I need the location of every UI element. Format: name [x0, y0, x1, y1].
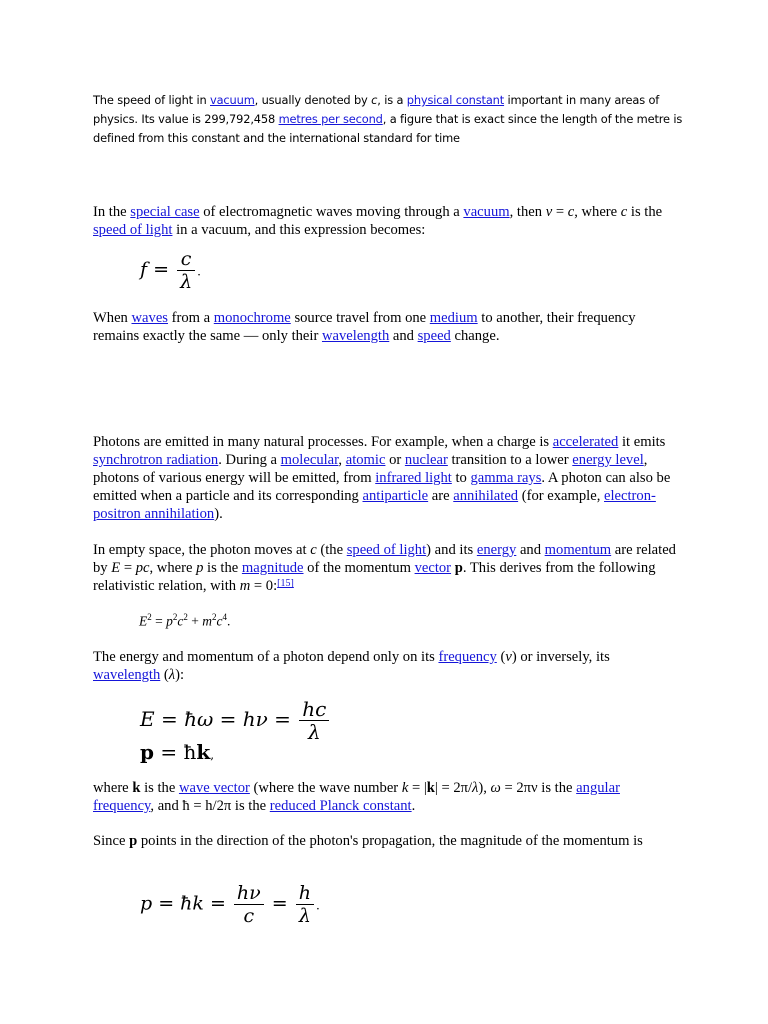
- link-energy-level[interactable]: energy level: [572, 452, 644, 468]
- propagation-paragraph: Since p points in the direction of the photon's propagation, the magnitude of the momentum is: [93, 833, 643, 849]
- wave-vector-paragraph: where k is the wave vector (where the wave number k = |k| = 2π/λ), ω = 2πν is the angular frequency, and ħ = h/2π is the reduced Planck constant.: [93, 780, 620, 814]
- link-energy[interactable]: energy: [476, 542, 517, 558]
- equation-photon-momentum: p = ħk,: [140, 740, 215, 764]
- link-synchrotron-radiation[interactable]: synchrotron radiation: [93, 452, 219, 468]
- link-speed-of-light-2[interactable]: speed of light: [346, 542, 427, 558]
- momentum-paragraph: In empty space, the photon moves at c (the speed of light) and its energy and momentum are related by E = pc, where p is the magnitude of the momentum vector p. This derives from the following relativistic relation, with m = 0:[15]: [93, 542, 676, 594]
- waves-paragraph: When waves from a monochrome source travel from one medium to another, their frequency remains exactly the same — only their wavelength and speed change.: [93, 310, 636, 344]
- link-accelerated[interactable]: accelerated: [552, 434, 619, 450]
- citation-link[interactable]: [15]: [277, 578, 294, 589]
- link-gamma-rays[interactable]: gamma rays: [470, 470, 542, 486]
- link-vacuum[interactable]: vacuum: [210, 93, 255, 107]
- link-magnitude[interactable]: magnitude: [241, 560, 304, 576]
- intro-paragraph: The speed of light in vacuum, usually denoted by c, is a physical constant important in many areas of physics. Its value is 299,792,458 metres per second, a figure that is exact since the length of the metre is defined from this constant and the international standard for time: [93, 93, 683, 145]
- link-wave-vector[interactable]: wave vector: [178, 780, 250, 796]
- link-annihilated[interactable]: annihilated: [453, 488, 519, 504]
- link-waves[interactable]: waves: [131, 310, 168, 326]
- special-case-paragraph: In the special case of electromagnetic waves moving through a vacuum, then v = c, where c is the speed of light in a vacuum, and this expression becomes:: [93, 204, 663, 238]
- fraction: $\frac{c}{\lambda}$: [177, 248, 195, 293]
- link-frequency[interactable]: frequency: [438, 649, 497, 665]
- frequency-paragraph: The energy and momentum of a photon depend only on its frequency (ν) or inversely, its wavelength (λ):: [93, 649, 610, 683]
- link-angular-frequency[interactable]: angular frequency: [93, 780, 620, 814]
- link-vector[interactable]: vector: [414, 560, 452, 576]
- link-antiparticle[interactable]: antiparticle: [362, 488, 429, 504]
- photon-emission-paragraph: Photons are emitted in many natural processes. For example, when a charge is accelerated it emits synchrotron radiation. During a molecular, atomic or nuclear transition to a lower energy level, photons of various energy will be emitted, from infrared light to gamma rays. A photon can also be emitted when a particle and its corresponding antiparticle are annihilated (for example, electron-positron annihilation).: [93, 434, 671, 522]
- link-wavelength[interactable]: wavelength: [321, 328, 390, 344]
- link-physical-constant[interactable]: physical constant: [406, 93, 505, 107]
- equation-energy-relation: $E^2 = p^2c^2 + m^2c^4$.: [139, 612, 231, 629]
- link-infrared-light[interactable]: infrared light: [375, 470, 452, 486]
- link-medium[interactable]: medium: [429, 310, 478, 326]
- link-reduced-planck-constant[interactable]: reduced Planck constant: [269, 798, 412, 814]
- link-atomic[interactable]: atomic: [345, 452, 386, 468]
- equation-frequency: f = $\frac{c}{\lambda}$ .: [140, 248, 201, 293]
- link-speed-of-light[interactable]: speed of light: [93, 222, 173, 238]
- link-speed[interactable]: speed: [417, 328, 451, 344]
- link-monochrome[interactable]: monochrome: [213, 310, 291, 326]
- link-nuclear[interactable]: nuclear: [404, 452, 448, 468]
- link-momentum[interactable]: momentum: [544, 542, 612, 558]
- fraction: $\frac{hc}{\lambda}$: [299, 698, 329, 743]
- link-molecular[interactable]: molecular: [280, 452, 339, 468]
- link-wavelength-2[interactable]: wavelength: [93, 667, 161, 683]
- link-metres-per-second[interactable]: metres per second: [278, 112, 383, 126]
- fraction: $\frac{h\nu}{c}$: [234, 882, 264, 927]
- link-special-case[interactable]: special case: [130, 204, 200, 220]
- fraction: $\frac{h}{\lambda}$: [296, 882, 314, 927]
- equation-momentum-magnitude: p = ħk = $\frac{h\nu}{c}$ = $\frac{h}{\lambda}$ .: [140, 882, 320, 927]
- equation-photon-energy: E = ħω = hν = $\frac{hc}{\lambda}$: [140, 698, 331, 743]
- link-electron-positron-annihilation[interactable]: electron-positron annihilation: [93, 488, 656, 522]
- link-vacuum-2[interactable]: vacuum: [463, 204, 510, 220]
